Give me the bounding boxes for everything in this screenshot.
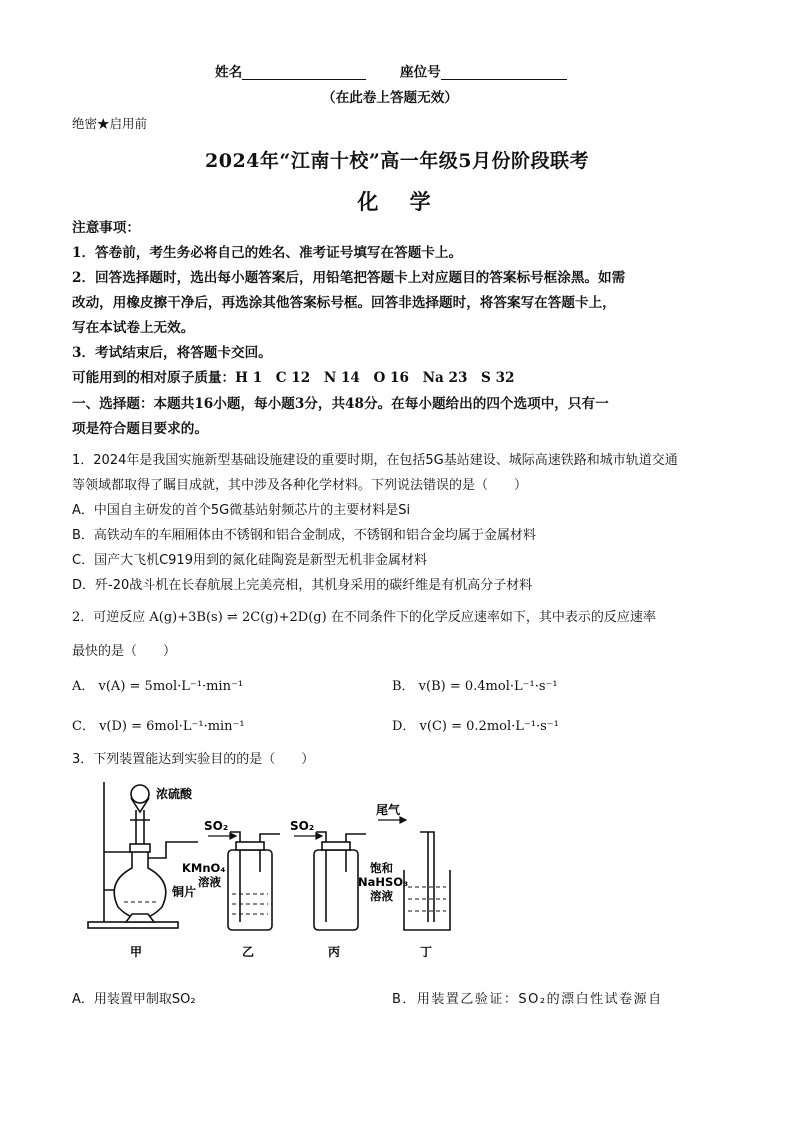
- q3-stem: 3．下列装置能达到实验目的的是（ ）: [72, 752, 315, 767]
- name-blank: [242, 65, 366, 80]
- q1-stem-line2: 等领域都取得了瞩目成就，其中涉及各种化学材料。下列说法错误的是（ ）: [72, 478, 528, 493]
- q1-option-b[interactable]: B．高铁动车的车厢厢体由不锈钢和铝合金制成，不锈钢和铝合金均属于金属材料: [72, 528, 536, 543]
- fig-label-kmno4-solution: 溶液: [198, 875, 221, 889]
- fig-label-ding: 丁: [420, 945, 433, 959]
- q2-option-b[interactable]: B． v(B) = 0.4mol·L⁻¹·s⁻¹: [392, 679, 558, 694]
- seat-label: 座位号: [400, 64, 441, 81]
- fig-label-nahso3: NaHSO₃: [358, 875, 409, 889]
- fig-label-saturated: 饱和: [370, 861, 393, 875]
- bottle-bing: [314, 850, 358, 930]
- subject-title: 化 学: [357, 189, 443, 214]
- invalid-note: （在此卷上答题无效）: [322, 90, 458, 106]
- fig-label-jia: 甲: [130, 945, 143, 959]
- fig-label-nahso3-solution: 溶液: [370, 889, 393, 903]
- seat-field-row: [400, 65, 567, 80]
- apparatus-figure: [80, 772, 460, 967]
- notice-heading: 注意事项：: [72, 220, 140, 236]
- stand-base: [88, 922, 178, 928]
- bottle-yi: [228, 850, 272, 930]
- q1-stem-line1: 1．2024年是我国实施新型基础设施建设的重要时期，在包括5G基站建设、城际高速铁路和城市轨道交通: [72, 453, 678, 468]
- q2-stem-line2: 最快的是（ ）: [72, 644, 177, 659]
- q2-stem-line1: 2．可逆反应 A(g)+3B(s) ⇌ 2C(g)+2D(g) 在不同条件下的化学反应速率如下，其中表示的反应速率: [72, 610, 656, 625]
- q2-option-d[interactable]: D． v(C) = 0.2mol·L⁻¹·s⁻¹: [392, 719, 559, 734]
- atomic-masses: 可能用到的相对原子质量：H 1 C 12 N 14 O 16 Na 23 S 32: [72, 370, 515, 386]
- notice-item-2-cont: 改动，用橡皮擦干净后，再选涂其他答案标号框。回答非选择题时，将答案写在答题卡上，: [72, 295, 616, 311]
- fig-label-copper: 铜片: [172, 885, 197, 899]
- seat-blank: [441, 65, 567, 80]
- fig-label-so2-1: SO₂: [204, 819, 229, 833]
- q1-option-c[interactable]: C．国产大飞机C919用到的氮化硅陶瓷是新型无机非金属材料: [72, 553, 427, 568]
- section-heading-line2: 项是符合题目要求的。: [72, 421, 208, 437]
- name-field-row: [215, 65, 366, 80]
- section-heading-line1: 一、选择题：本题共16小题，每小题3分，共48分。在每小题给出的四个选项中，只有一: [72, 396, 609, 412]
- page-title: 2024年“江南十校”高一年级5月份阶段联考: [205, 150, 589, 172]
- fig-label-so2-2: SO₂: [290, 819, 315, 833]
- q2-option-c[interactable]: C． v(D) = 6mol·L⁻¹·min⁻¹: [72, 719, 245, 734]
- fig-label-bing: 丙: [328, 945, 341, 959]
- fig-label-acid: 浓硫酸: [156, 787, 193, 801]
- fig-label-tail-gas: 尾气: [376, 803, 401, 817]
- notice-item-2: 2．回答选择题时，选出每小题答案后，用铅笔把答题卡上对应题目的答案标号框涂黑。如需: [72, 270, 626, 286]
- q2-option-a[interactable]: A． v(A) = 5mol·L⁻¹·min⁻¹: [72, 679, 244, 694]
- q1-option-d[interactable]: D．歼-20战斗机在长春航展上完美亮相，其机身采用的碳纤维是有机高分子材料: [72, 578, 533, 593]
- q3-option-b[interactable]: B．用装置乙验证：SO₂的漂白性试卷源自: [392, 992, 663, 1007]
- funnel-bulb: [131, 785, 149, 803]
- fig-label-yi: 乙: [242, 945, 255, 959]
- fig-label-kmno4: KMnO₄: [182, 861, 226, 875]
- notice-item-2-end: 写在本试卷上无效。: [72, 320, 195, 336]
- notice-item-3: 3．考试结束后，将答题卡交回。: [72, 345, 272, 361]
- q1-option-a[interactable]: A．中国自主研发的首个5G微基站射频芯片的主要材料是Si: [72, 503, 411, 518]
- name-label: 姓名: [215, 64, 243, 81]
- q3-option-a[interactable]: A．用装置甲制取SO₂: [72, 992, 196, 1007]
- beaker-ding: [404, 870, 450, 930]
- secret-mark: 绝密★启用前: [72, 116, 148, 131]
- notice-item-1: 1．答卷前，考生务必将自己的姓名、准考证号填写在答题卡上。: [72, 245, 463, 261]
